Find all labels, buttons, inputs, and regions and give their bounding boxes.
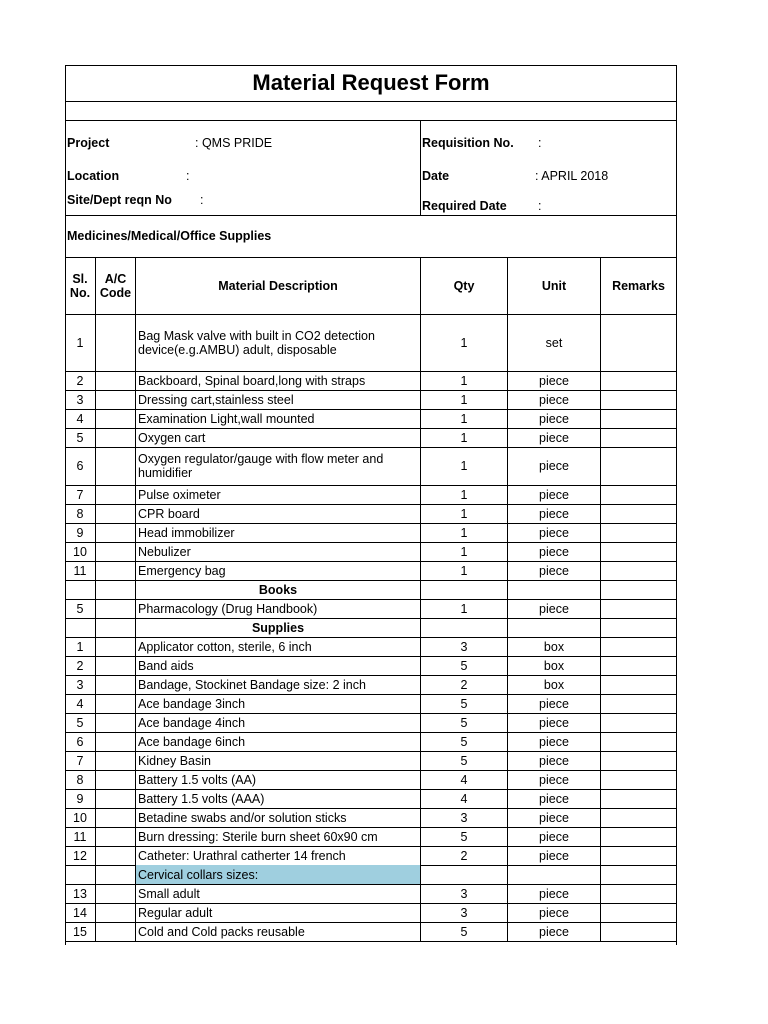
row-description: Head immobilizer [138,525,235,540]
row-unit: piece [539,544,569,559]
row-description: Battery 1.5 volts (AAA) [138,791,265,806]
row-qty: 1 [460,373,468,388]
row-unit: piece [539,848,569,863]
row-sl-no: 15 [73,924,87,939]
row-description: Small adult [138,886,200,901]
row-unit: piece [539,734,569,749]
requisition-value: : [538,136,542,150]
col-remarks: Remarks [612,279,665,293]
row-sl-no: 1 [76,335,84,350]
row-unit: piece [539,459,569,473]
row-unit: box [543,677,565,692]
row-qty: 5 [460,715,468,730]
location-label: Location [67,169,120,183]
row-description: Ace bandage 4inch [138,715,246,730]
row-unit: piece [539,430,569,445]
row-unit: piece [539,791,569,806]
row-sl-no: 10 [73,544,87,559]
row-description: Battery 1.5 volts (AA) [138,772,257,787]
row-description: Pharmacology (Drug Handbook) [138,601,318,616]
row-qty: 4 [460,791,468,806]
border-right [676,65,677,945]
row-qty: 1 [460,430,468,445]
row-qty: 1 [460,601,468,616]
row-sl-no: 3 [76,677,84,692]
cervical-collars-label: Cervical collars sizes: [136,865,420,884]
row-rule [65,941,677,942]
row-description: Examination Light,wall mounted [138,411,315,426]
row-sl-no: 12 [73,848,87,863]
col-sl-line2: No. [69,286,91,300]
row-sl-no: 8 [76,506,84,521]
row-qty: 1 [460,335,468,350]
border-top [65,65,677,66]
row-sl-no: 6 [76,734,84,749]
row-description: Backboard, Spinal board,long with straps [138,373,366,388]
project-value: : QMS PRIDE [195,136,273,150]
row-unit: piece [539,506,569,521]
row-qty: 5 [460,734,468,749]
row-description: Cold and Cold packs reusable [138,924,305,939]
project-label: Project [67,136,110,150]
col-sl-line1: Sl. [72,272,88,286]
row-description: Catheter: Urathral catherter 14 french [138,848,346,863]
row-qty: 5 [460,753,468,768]
row-sl-no: 9 [76,791,84,806]
row-unit: piece [539,696,569,711]
row-description: Betadine swabs and/or solution sticks [138,810,347,825]
material-request-form [65,65,677,945]
col-unit: Unit [541,279,567,293]
row-description: Bandage, Stockinet Bandage size: 2 inch [138,677,366,692]
row-sl-no: 6 [76,459,84,473]
form-title: Material Request Form [252,70,490,95]
row-unit: piece [539,487,569,502]
row-sl-no: 5 [76,430,84,445]
row-unit: piece [539,411,569,426]
row-description: Applicator cotton, sterile, 6 inch [138,639,312,654]
row-description: Ace bandage 3inch [138,696,246,711]
required-date-label: Required Date [422,199,507,213]
row-sl-no: 3 [76,392,84,407]
row-description: Emergency bag [138,563,226,578]
row-qty: 1 [460,506,468,521]
row-qty: 3 [460,905,468,920]
row-unit: piece [539,373,569,388]
row-description: Burn dressing: Sterile burn sheet 60x90 cm [138,829,378,844]
row-description: Oxygen cart [138,430,206,445]
col-sl [65,258,95,314]
rule [65,215,677,216]
row-description: Regular adult [138,905,213,920]
row-unit: piece [539,886,569,901]
site-label: Site/Dept reqn No [67,193,172,207]
row-sl-no: 5 [76,601,84,616]
date-value: : APRIL 2018 [535,169,609,183]
row-qty: 5 [460,829,468,844]
row-unit: box [543,658,565,673]
rule [65,120,677,121]
row-sl-no: 7 [76,753,84,768]
row-unit: piece [539,601,569,616]
location-value: : [186,169,190,183]
row-description: Ace bandage 6inch [138,734,246,749]
row-qty: 2 [460,848,468,863]
row-unit: piece [539,715,569,730]
row-sl-no: 7 [76,487,84,502]
date-label: Date [422,169,450,183]
row-description: Dressing cart,stainless steel [138,392,294,407]
row-sl-no: 11 [73,829,87,844]
row-description: Pulse oximeter [138,487,221,502]
row-qty: 2 [460,677,468,692]
row-sl-no: 8 [76,772,84,787]
section-title: Supplies [251,620,305,635]
row-unit: piece [539,829,569,844]
row-description: CPR board [138,506,200,521]
col-ac-code [96,258,135,314]
row-qty: 1 [460,563,468,578]
row-qty: 4 [460,772,468,787]
row-qty: 1 [460,487,468,502]
row-description: Nebulizer [138,544,191,559]
row-sl-no: 4 [76,411,84,426]
row-unit: piece [539,563,569,578]
row-description: Band aids [138,658,194,673]
row-qty: 1 [460,544,468,559]
row-qty: 1 [460,392,468,407]
site-value: : [200,193,204,207]
row-sl-no: 14 [73,905,87,920]
row-unit: piece [539,753,569,768]
row-qty: 5 [460,696,468,711]
row-qty: 1 [460,411,468,426]
row-sl-no: 5 [76,715,84,730]
row-sl-no: 9 [76,525,84,540]
row-unit: piece [539,772,569,787]
rule [65,101,677,102]
row-sl-no: 11 [73,563,87,578]
row-unit: piece [539,905,569,920]
row-qty: 5 [460,924,468,939]
row-unit: box [543,639,565,654]
row-description: Oxygen regulator/gauge with flow meter and humidifier [138,452,384,480]
col-ac-line1: A/C [104,272,127,286]
category-label: Medicines/Medical/Office Supplies [67,229,272,243]
row-qty: 3 [460,886,468,901]
col-ac-line2: Code [99,286,132,300]
row-qty: 1 [460,459,468,473]
requisition-label: Requisition No. [422,136,514,150]
row-sl-no: 10 [73,810,87,825]
row-qty: 3 [460,639,468,654]
row-unit: piece [539,392,569,407]
row-unit: piece [539,924,569,939]
row-sl-no: 2 [76,373,84,388]
row-description: Kidney Basin [138,753,211,768]
row-unit: piece [539,525,569,540]
header-divider [420,120,421,215]
row-qty: 5 [460,658,468,673]
col-description: Material Description [218,279,338,293]
row-unit: piece [539,810,569,825]
row-qty: 3 [460,810,468,825]
col-qty: Qty [453,279,475,293]
row-sl-no: 13 [73,886,87,901]
row-unit: set [545,335,563,350]
row-sl-no: 1 [76,639,84,654]
row-sl-no: 2 [76,658,84,673]
section-title: Books [258,582,298,597]
row-qty: 1 [460,525,468,540]
row-description: Bag Mask valve with built in CO2 detection device(e.g.AMBU) adult, disposable [138,328,375,357]
required-date-value: : [538,199,542,213]
row-sl-no: 4 [76,696,84,711]
